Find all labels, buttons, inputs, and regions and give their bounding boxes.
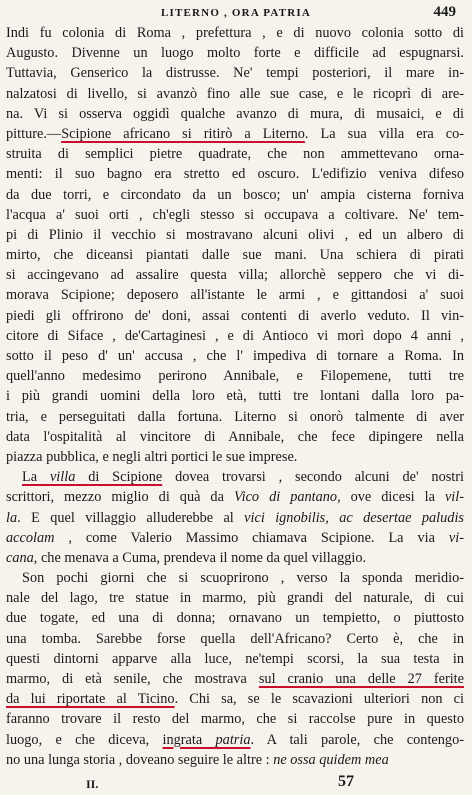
page-header	[0, 4, 472, 24]
italic-phrase: vil-	[444, 489, 464, 506]
italic-phrase: la	[6, 509, 18, 526]
body-text	[6, 23, 464, 770]
text-line: nalzatosi di livello, si avanzò fino alle sue case, e le ricoprì di are-	[6, 85, 464, 102]
text-line: La villa di Scipione dovea trovarsi , secondo alcuni de' nostri	[22, 469, 464, 486]
underlined-phrase: da lui riportate al Ticino	[6, 691, 175, 708]
text-line: data l'ospitalità al vincitore di Annibale, che fece dipingere nella	[6, 428, 464, 445]
text-line: i più grandi uomini della loro età, tutti tre lontani dalla loro pa-	[6, 388, 464, 405]
text-line: Tuttavia, Genserico la distrusse. Ne' tempi posteriori, il mare in-	[6, 65, 464, 82]
text-line: quell'anno medesimo perirono Annibale, e Filopemene, tutti tre	[6, 368, 464, 385]
text-line: struita di semplici pietre quadrate, che non ammettevano orna-	[6, 146, 464, 163]
italic-phrase: Vico di pantano	[233, 489, 338, 506]
italic-phrase: cana	[6, 549, 34, 566]
page-number: 449	[433, 4, 456, 20]
text-line: marmo, di età senile, che mostrava sul cranio una delle 27 ferite	[6, 671, 464, 687]
underlined-phrase: ingrata patria	[162, 731, 251, 748]
underlined-phrase: sul cranio una delle 27 ferite	[258, 671, 464, 687]
italic-phrase: vici ignobilis, ac desertae paludis	[244, 509, 464, 526]
text-line: citore di Siface , de'Cartaginesi , e di Antioco vi morì dopo 4 anni ,	[6, 327, 464, 344]
text-line: mirto, che diceansi piantati dalle sue mani. Una schiera di pirati	[6, 247, 464, 264]
text-line: due togate, ed una di donna; ornavano un tempietto, o piuttosto	[6, 610, 464, 627]
text-line: una tomba. Sarebbe forse quella dell'Africano? Certo è, che in	[6, 630, 464, 647]
text-line: sotto il peso d' un' accusa , che l' impediva di tornare a Roma. In	[6, 348, 464, 364]
text-line: cana, che menava a Cuma, prendeva il nome da quel villaggio.	[6, 549, 367, 566]
text-line: faranno trovare il resto del marmo, che si raccolse pure in questo	[6, 711, 464, 728]
text-line: l'acqua a' suoi orti , ch'egli stesso si occupava a coltivare. Ne' tem-	[6, 206, 464, 223]
text-line: no una lunga storia , doveano seguire le altre : ne ossa quidem mea	[6, 751, 389, 768]
text-line: morava Scipione; deposero all'istante le armi , e gittandosi a' suoi	[6, 287, 464, 304]
text-line: piazza pubblica, e negli altri portici le sue imprese.	[6, 448, 298, 465]
running-title: LITERNO , ORA PATRIA	[160, 7, 312, 19]
text-line: pi di Plinio il vecchio si mostravano alcuni olivi , ed un albero di	[6, 226, 464, 243]
gathering-number: 57	[338, 773, 354, 790]
italic-phrase: patria	[215, 731, 251, 748]
text-line: piedi gli offrirono de' doni, assai contenti di averlo veduto. Il vin-	[6, 307, 464, 324]
text-line: nale del lago, tre statue in marmo, più grandi del naturale, di cui	[6, 590, 464, 607]
underlined-phrase: Scipione africano si ritirò a Literno	[61, 125, 305, 142]
text-line: Son pochi giorni che si scuoprirono , verso la sponda meridio-	[22, 570, 464, 587]
text-line: accolam , come Valerio Massimo chiamava Scipione. La via vi-	[6, 529, 464, 546]
italic-phrase: vi-	[448, 529, 464, 546]
underlined-phrase: La villa di Scipione	[22, 469, 163, 486]
text-line: si accingevano ad assalire questa villa; allorchè seppero che vi di-	[6, 267, 464, 284]
text-line: questi dintorni apparve alla luce, ne'tempi scorsi, la sua testa in	[6, 650, 464, 667]
text-line: na. Vi si osserva oggidì qualche avanzo di mura, di musaici, e di	[6, 105, 464, 122]
italic-phrase: ne ossa quidem mea	[273, 751, 389, 768]
text-line: Augusto. Divenne un luogo molto forte e difficile ad espugnarsi.	[6, 45, 464, 62]
italic-phrase: accolam	[6, 529, 55, 546]
text-line: tria, e perseguitati dalla fortuna. Literno si onorò talmente di aver	[6, 408, 464, 425]
text-line: la. E quel villaggio alluderebbe al vici ignobilis, ac desertae paludis	[6, 509, 464, 526]
text-line: da lui riportate al Ticino. Chi sa, se le scavazioni ulteriori non ci	[6, 691, 464, 708]
text-line: pitture.—Scipione africano si ritirò a Literno. La sua villa era co-	[6, 125, 464, 142]
signature-mark: II.	[86, 777, 99, 791]
text-line: da due torri, e circondato da un bosco; un' ampia cisterna forniva	[6, 186, 464, 203]
page-footer	[0, 773, 472, 793]
text-line: menti: il suo bagno era stretto ed oscuro. L'edifizio veniva difeso	[6, 166, 464, 183]
text-line: scrittori, mezzo miglio di quà da Vico di pantano, ove dicesi la vil-	[6, 489, 464, 506]
italic-phrase: villa	[49, 469, 76, 486]
text-line: luogo, e che diceva, ingrata patria. A tali parole, che contengo-	[6, 731, 464, 748]
text-line: Indi fu colonia di Roma , prefettura , e di nuovo colonia sotto di	[6, 25, 464, 41]
